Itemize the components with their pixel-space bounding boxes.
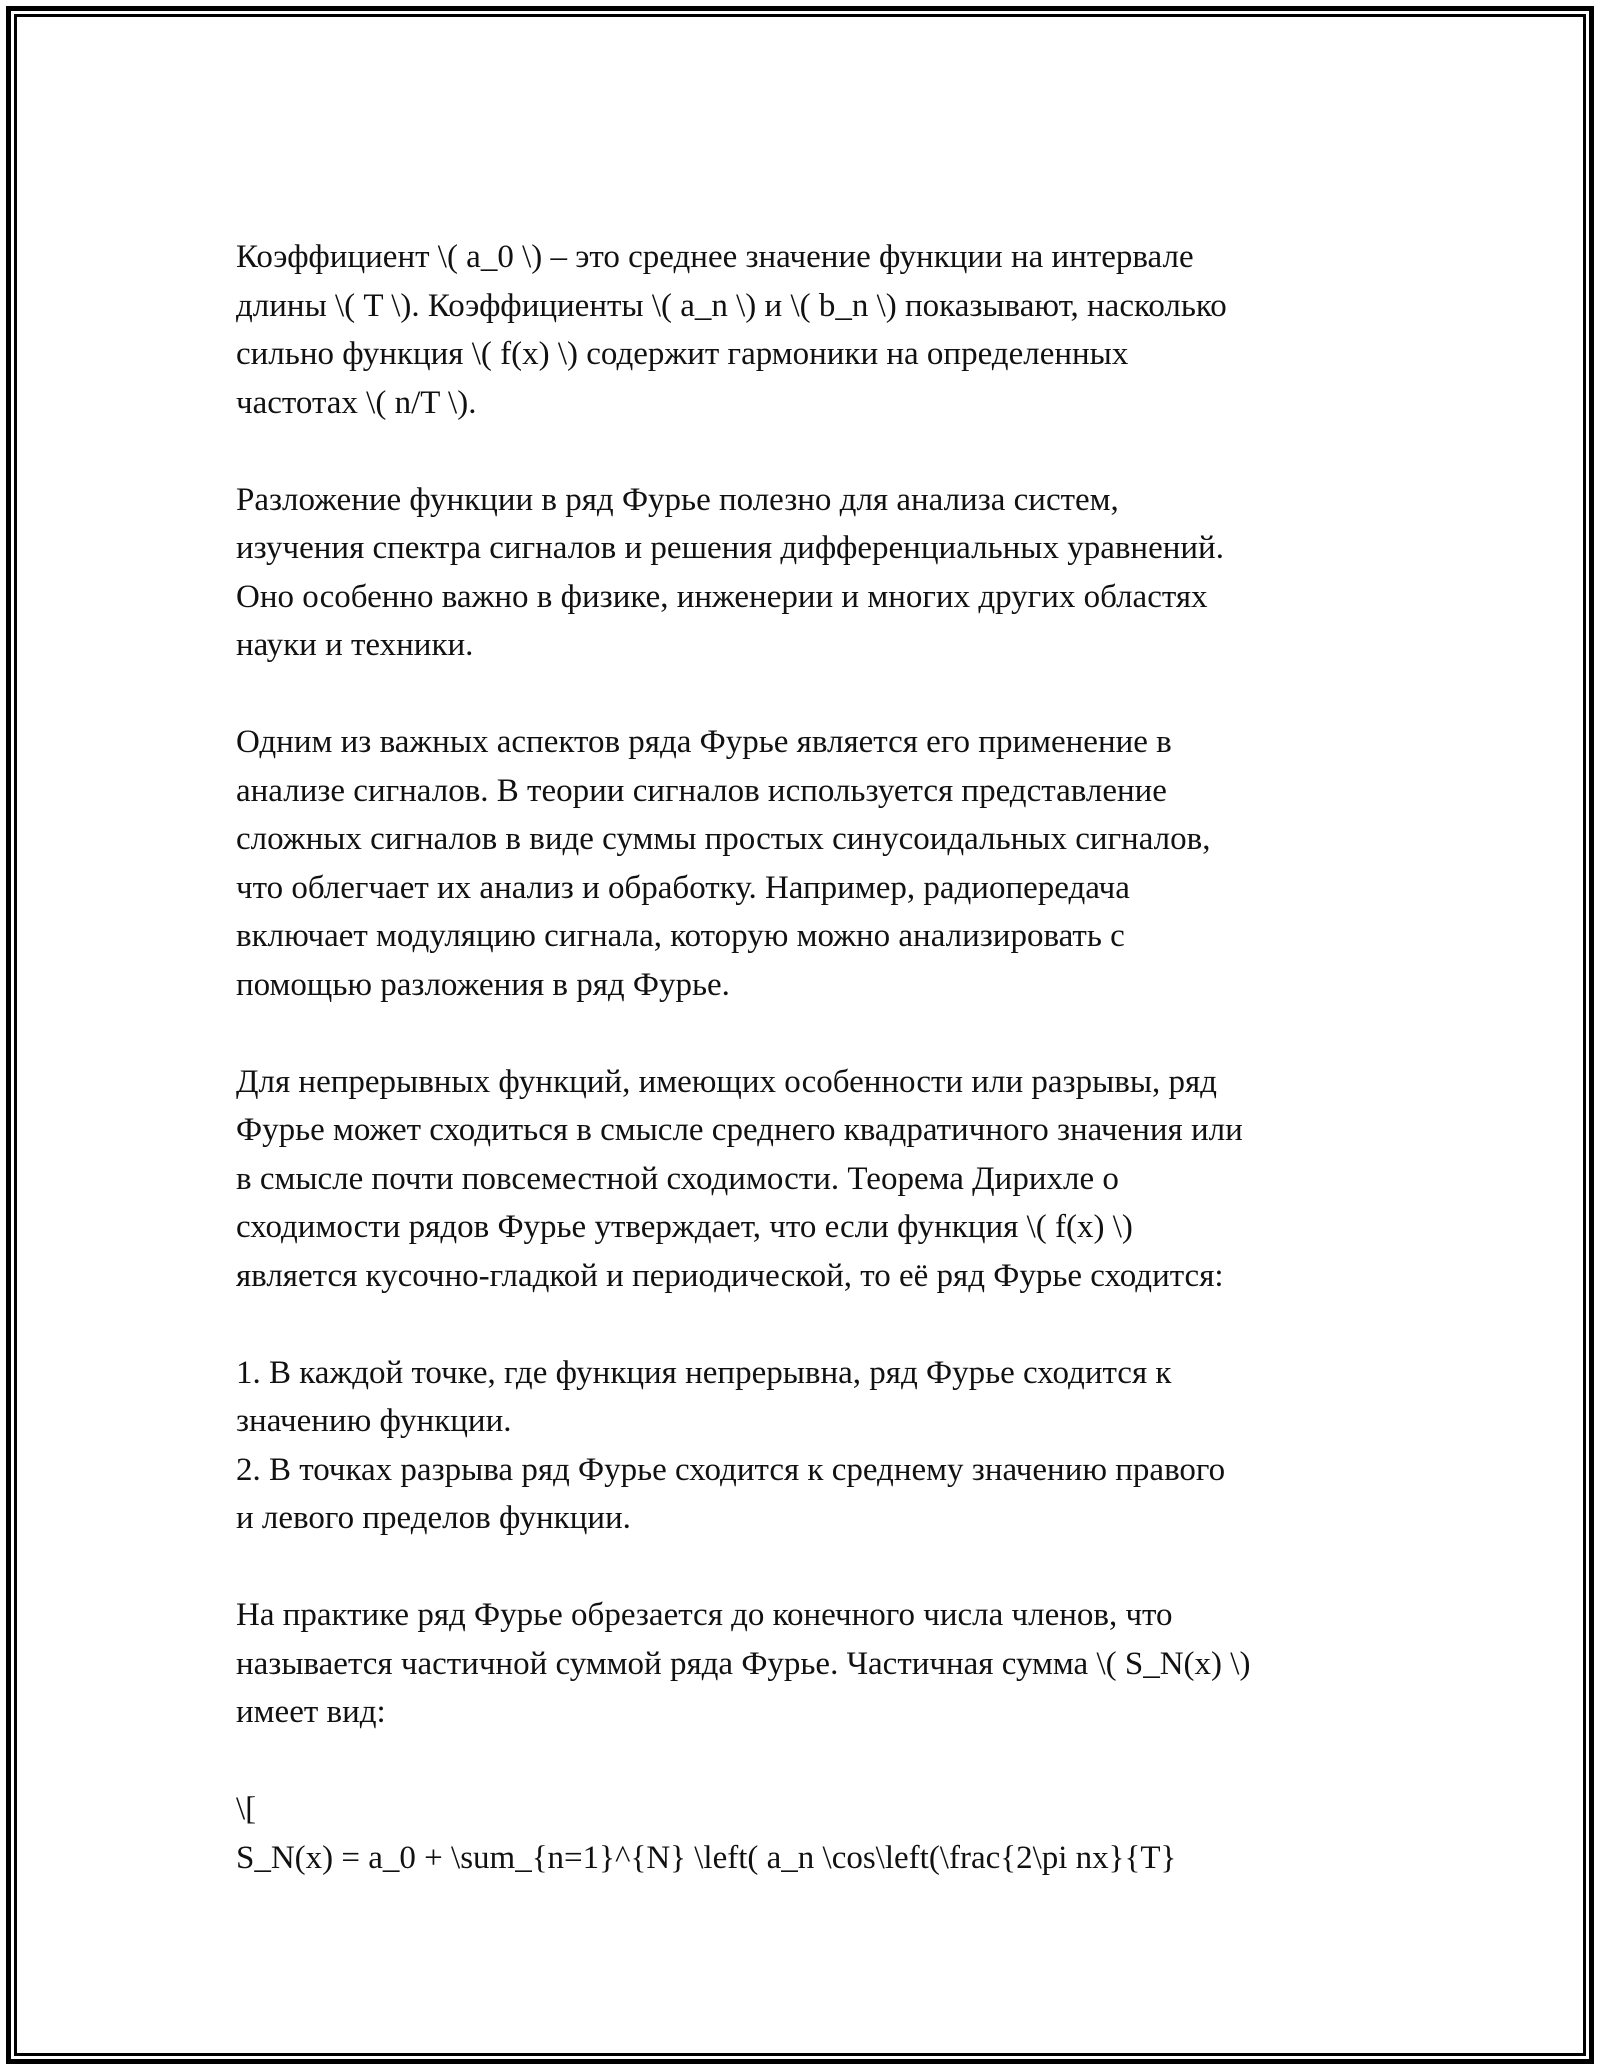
formula-partial-sum: S_N(x) = a_0 + \sum_{n=1}^{N} \left( a_n \cos\left(\frac{2\pi nx}{T}: [236, 1839, 1177, 1876]
convergence-list: [236, 1349, 1396, 1543]
document-body: [236, 233, 1396, 1882]
paragraph-signal-analysis: Одним из важных аспектов ряда Фурье является его применение в анализе сигналов. В теории сигналов используется представление сложных сигналов в виде суммы простых синусоидальных сигналов, что облегчает их анализ и обработку. Например, радиопередача включает модуляцию сигнала, которую можно анализировать с помощью разложения в ряд Фурье.: [236, 724, 1211, 1003]
paragraph-partial-sum: На практике ряд Фурье обрезается до конечного числа членов, что называется частичной суммой ряда Фурье. Частичная сумма \( S_N(x) \) имеет вид:: [236, 1597, 1251, 1730]
paragraph-coefficients: Коэффициент \( a_0 \) – это среднее значение функции на интервале длины \( T \). Коэффициенты \( a_n \) и \( b_n \) показывают, насколько сильно функция \( f(x) \) содержит гармоники на определенных частотах \( n/T \).: [236, 239, 1227, 421]
paragraph-convergence: Для непрерывных функций, имеющих особенности или разрывы, ряд Фурье может сходиться в смысле среднего квадратичного значения или в смысле почти повсеместной сходимости. Теорема Дирихле о сходимости рядов Фурье утверждает, что если функция \( f(x) \) является кусочно-гладкой и периодической, то её ряд Фурье сходится:: [236, 1063, 1243, 1294]
paragraph-applications: Разложение функции в ряд Фурье полезно для анализа систем, изучения спектра сигналов и решения дифференциальных уравнений. Оно особенно важно в физике, инженерии и многих других областях науки и техники.: [236, 481, 1224, 663]
list-item: 1. В каждой точке, где функция непрерывна, ряд Фурье сходится к значению функции.: [236, 1354, 1172, 1439]
formula-open-delimiter: \[: [236, 1791, 257, 1827]
formula-block: [236, 1785, 1396, 1882]
list-item: 2. В точках разрыва ряд Фурье сходится к среднему значению правого и левого пределов функции.: [236, 1451, 1226, 1536]
